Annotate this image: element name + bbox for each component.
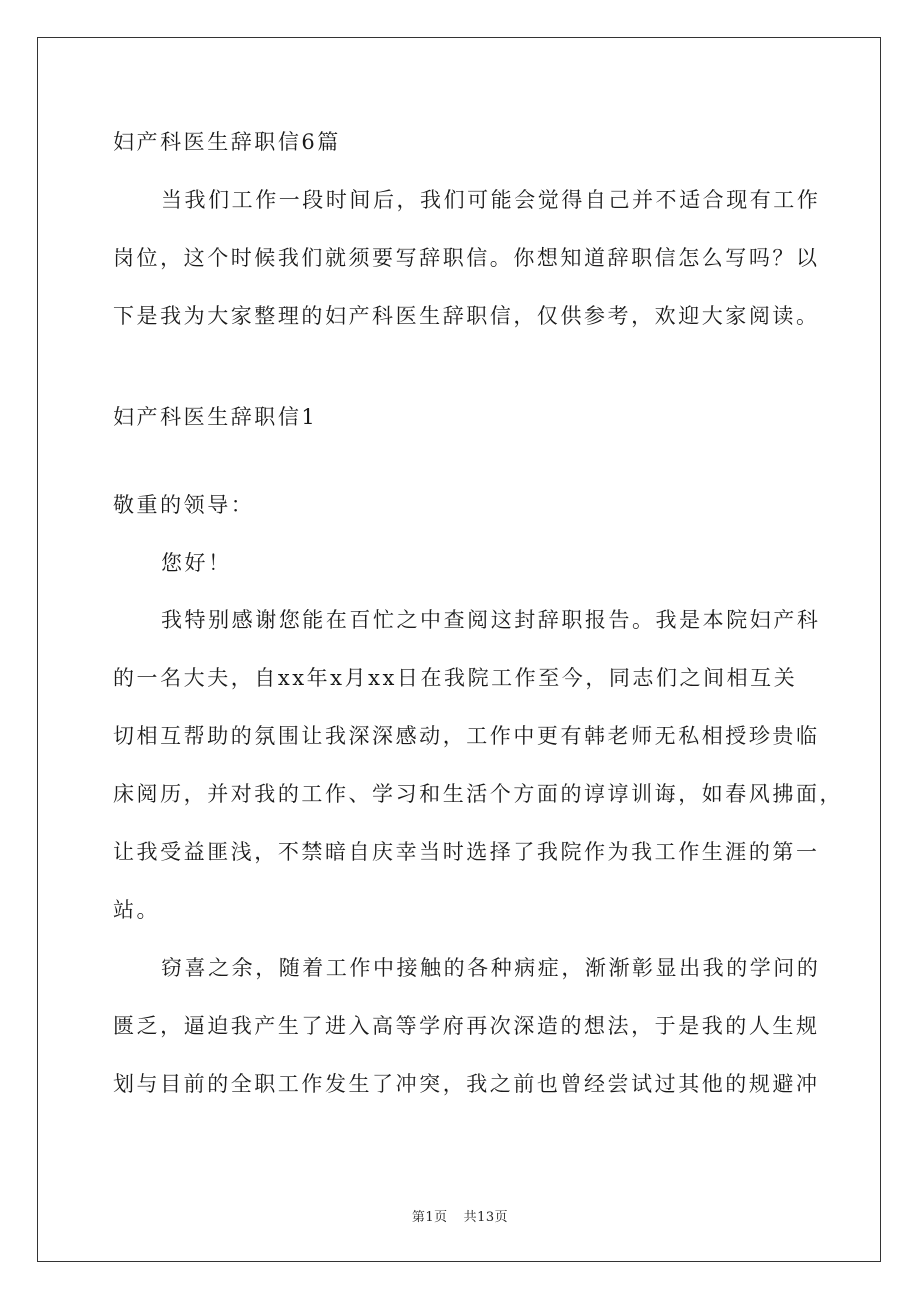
paragraph1-line-2: 的一名大夫，自xx年x月xx日在我院工作至今，同志们之间相互关: [113, 666, 798, 690]
paragraph1-line-1: 我特别感谢您能在百忙之中查阅这封辞职报告。我是本院妇产科: [161, 608, 821, 632]
paragraph1-line-4: 床阅历，并对我的工作、学习和生活个方面的谆谆训诲，如春风拂面，: [113, 782, 844, 806]
greeting: 您好！: [161, 551, 232, 575]
intro-line-1: 当我们工作一段时间后，我们可能会觉得自己并不适合现有工作: [161, 188, 821, 212]
salutation: 敬重的领导：: [113, 493, 255, 517]
paragraph1-line-5: 让我受益匪浅，不禁暗自庆幸当时选择了我院作为我工作生涯的第一: [113, 840, 820, 864]
intro-line-2: 岗位，这个时候我们就须要写辞职信。你想知道辞职信怎么写吗？以: [113, 246, 820, 270]
paragraph1-line-3: 切相互帮助的氛围让我深深感动，工作中更有韩老师无私相授珍贵临: [113, 724, 820, 748]
paragraph2-line-1: 窃喜之余，随着工作中接触的各种病症，渐渐彰显出我的学问的: [161, 956, 821, 980]
paragraph2-line-2: 匮乏，逼迫我产生了进入高等学府再次深造的想法，于是我的人生规: [113, 1014, 820, 1038]
paragraph2-line-3: 划与目前的全职工作发生了冲突，我之前也曾经尝试过其他的规避冲: [113, 1072, 820, 1096]
document-title: 妇产科医生辞职信6篇: [113, 130, 341, 154]
intro-line-3: 下是我为大家整理的妇产科医生辞职信，仅供参考，欢迎大家阅读。: [113, 304, 820, 328]
page-footer: [0, 1206, 920, 1225]
section-heading: 妇产科医生辞职信1: [113, 405, 318, 429]
paragraph1-line-6: 站。: [113, 898, 161, 922]
current-page-label: 第1页: [411, 1210, 448, 1225]
total-pages-label: 共13页: [463, 1210, 509, 1225]
